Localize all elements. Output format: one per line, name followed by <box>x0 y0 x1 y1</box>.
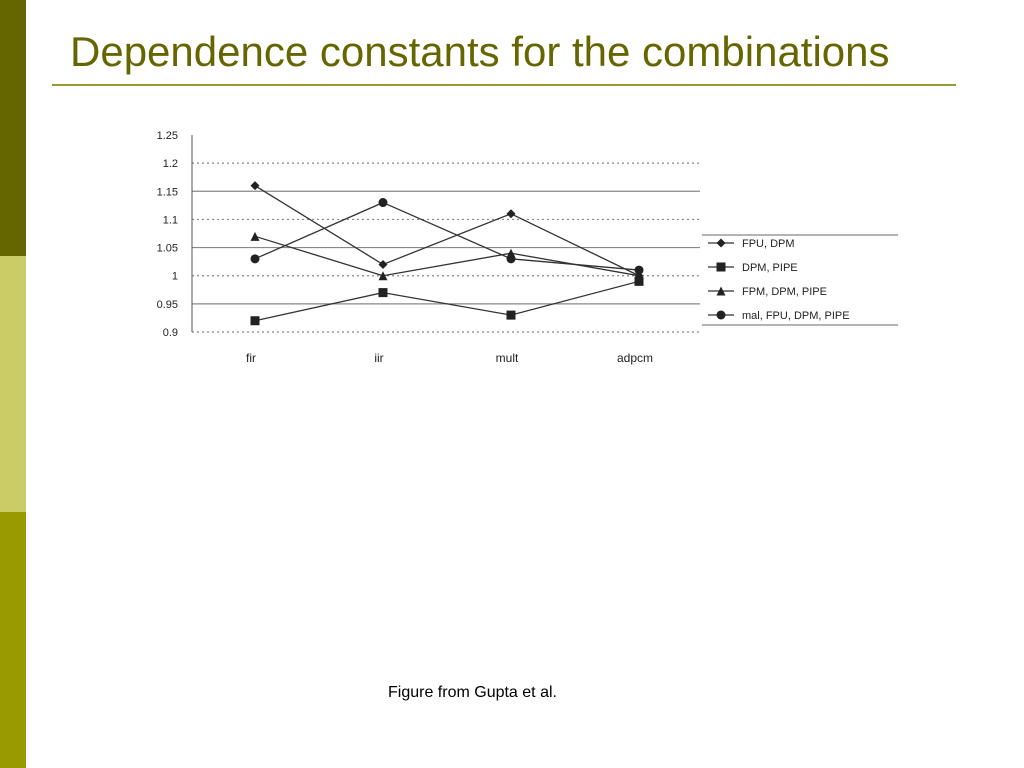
x-tick-label: fir <box>246 351 256 365</box>
title-divider <box>52 84 956 86</box>
side-bar-dark <box>0 0 26 256</box>
y-tick-label: 1 <box>171 270 178 283</box>
legend-label: FPM, DPM, PIPE <box>742 286 827 298</box>
y-tick-label: 1.1 <box>162 214 178 227</box>
series-line <box>255 203 639 271</box>
x-tick-label: adpcm <box>616 351 654 365</box>
line-chart <box>140 125 900 375</box>
data-point <box>379 198 388 207</box>
legend-label: mal, FPU, DPM, PIPE <box>742 310 850 322</box>
y-tick-label: 1.15 <box>156 186 178 199</box>
data-point <box>251 232 260 241</box>
y-tick-label: 0.9 <box>162 327 178 339</box>
x-tick-label: mult <box>495 351 519 365</box>
data-point <box>507 209 516 218</box>
y-tick-label: 1.25 <box>156 130 178 142</box>
legend-marker <box>717 263 726 272</box>
data-point <box>251 316 260 325</box>
data-point <box>507 254 516 263</box>
y-tick-label: 1.05 <box>156 242 178 255</box>
data-point <box>379 260 388 269</box>
x-tick-label: iir <box>374 351 384 365</box>
legend-label: FPU, DPM <box>742 238 795 250</box>
data-point <box>379 288 388 297</box>
y-tick-label: 1.2 <box>162 158 178 171</box>
data-point <box>507 311 516 320</box>
side-bar-light <box>0 256 26 512</box>
legend-label: DPM, PIPE <box>742 262 798 274</box>
data-point <box>251 181 260 190</box>
y-tick-label: 0.95 <box>156 298 178 311</box>
side-bar-mid <box>0 512 26 768</box>
series-line <box>255 281 639 320</box>
slide-title: Dependence constants for the combinations <box>70 28 890 75</box>
data-point <box>635 266 644 275</box>
legend-marker <box>717 311 726 320</box>
data-point <box>251 254 260 263</box>
legend-marker <box>717 239 726 248</box>
figure-caption: Figure from Gupta et al. <box>388 684 557 701</box>
series-line <box>255 236 639 275</box>
